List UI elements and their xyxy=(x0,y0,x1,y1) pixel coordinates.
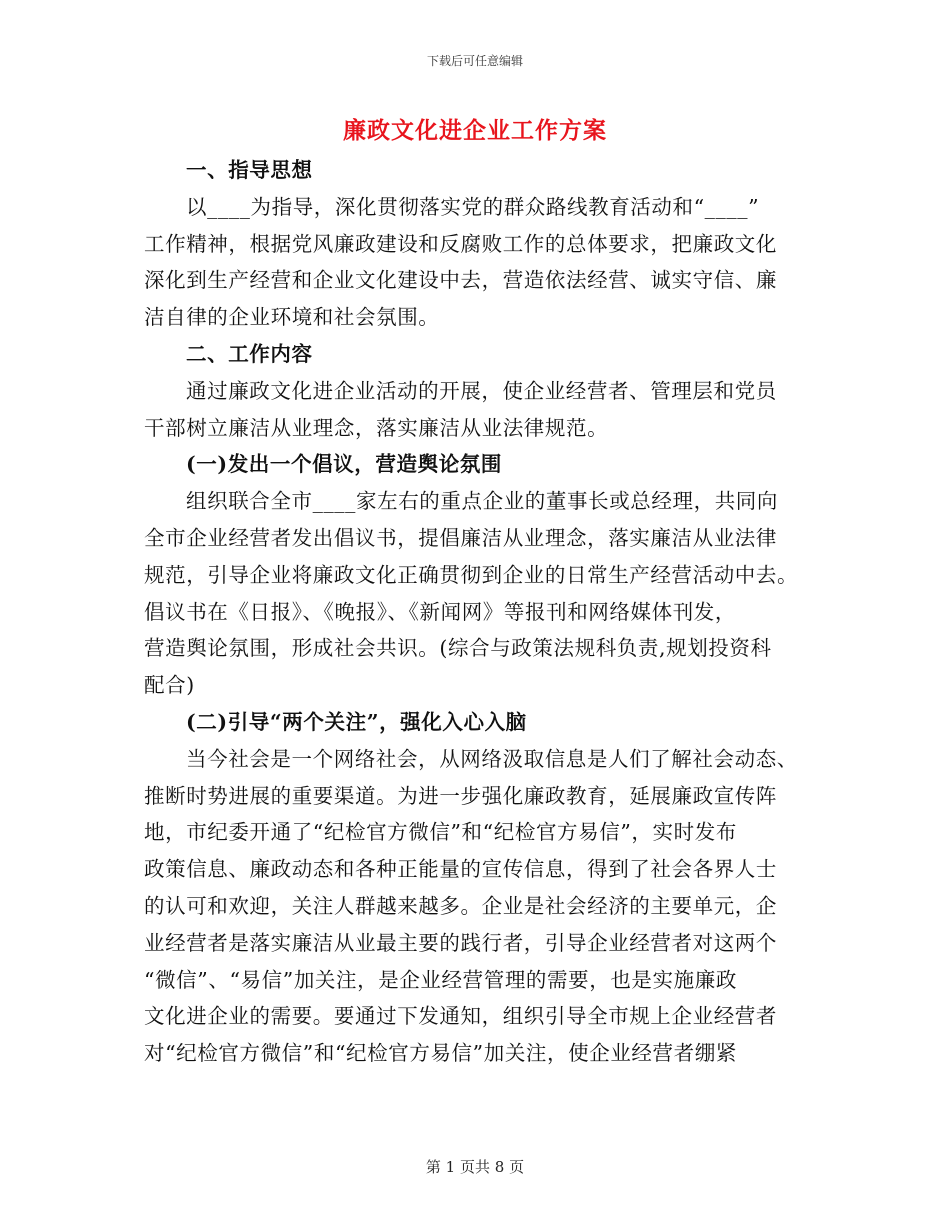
paragraph-line: 营造舆论氛围，形成社会共识。(综合与政策法规科负责,规划投资科 xyxy=(144,636,772,661)
subsection-heading: (二)引导“两个关注”，强化入心入脑 xyxy=(186,709,527,734)
paragraph-line: 配合) xyxy=(144,673,195,698)
document-title: 廉政文化进企业工作方案 xyxy=(343,117,607,144)
paragraph-line: 推断时势进展的重要渠道。为进一步强化廉政教育，延展廉政宣传阵 xyxy=(144,783,777,808)
paragraph-line: 深化到生产经营和企业文化建设中去，营造依法经营、诚实守信、廉 xyxy=(144,268,777,293)
subsection-heading: (一)发出一个倡议，营造舆论氛围 xyxy=(186,452,502,477)
paragraph-line: 当今社会是一个网络社会，从网络汲取信息是人们了解社会动态、 xyxy=(186,746,798,771)
paragraph-line: “微信”、“易信”加关注，是企业经营管理的需要，也是实施廉政 xyxy=(144,967,737,992)
section-heading: 一、指导思想 xyxy=(186,158,313,182)
section-heading: 二、工作内容 xyxy=(186,341,313,366)
paragraph-line: 规范，引导企业将廉政文化正确贯彻到企业的日常生产经营活动中去。 xyxy=(144,562,799,587)
document-body xyxy=(144,152,804,1072)
paragraph-line: 业经营者是落实廉洁从业最主要的践行者，引导企业经营者对这两个 xyxy=(144,930,777,955)
paragraph-line: 的认可和欢迎，关注人群越来越多。企业是社会经济的主要单元，企 xyxy=(144,893,777,918)
paragraph-line: 干部树立廉洁从业理念，落实廉洁从业法律规范。 xyxy=(144,415,609,440)
page-header-note: 下载后可任意编辑 xyxy=(426,54,523,68)
paragraph-line: 工作精神，根据党风廉政建设和反腐败工作的总体要求，把廉政文化 xyxy=(144,231,777,256)
paragraph-line: 通过廉政文化进企业活动的开展，使企业经营者、管理层和党员 xyxy=(186,378,777,403)
paragraph-line: 文化进企业的需要。要通过下发通知，组织引导全市规上企业经营者 xyxy=(144,1004,777,1029)
page-number-footer: 第 1 页共 8 页 xyxy=(425,1158,525,1176)
paragraph-line: 组织联合全市____家左右的重点企业的董事长或总经理，共同向 xyxy=(186,489,778,514)
paragraph-line: 对“纪检官方微信”和“纪检官方易信”加关注，使企业经营者绷紧 xyxy=(144,1041,737,1066)
paragraph-line: 地，市纪委开通了“纪检官方微信”和“纪检官方易信”，实时发布 xyxy=(144,820,737,845)
paragraph-line: 政策信息、廉政动态和各种正能量的宣传信息，得到了社会各界人士 xyxy=(144,857,777,882)
paragraph-line: 全市企业经营者发出倡议书，提倡廉洁从业理念，落实廉洁从业法律 xyxy=(144,525,777,550)
paragraph-line: 洁自律的企业环境和社会氛围。 xyxy=(144,305,440,330)
paragraph-line: 倡议书在《日报》、《晚报》、《新闻网》等报刊和网络媒体刊发， xyxy=(144,599,736,624)
paragraph-line: 以____为指导，深化贯彻落实党的群众路线教育活动和“____” xyxy=(186,194,760,219)
